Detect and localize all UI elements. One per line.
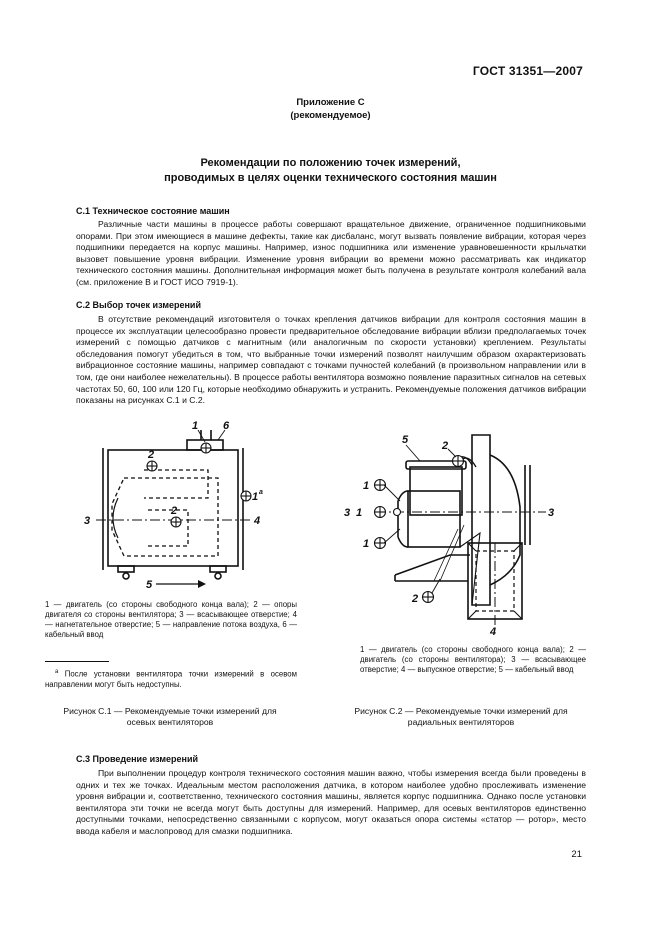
figure-c1-footnote xyxy=(45,667,297,690)
figure-c2-legend: 1 — двигатель (со стороны свободного конца вала); 2 — двигатель (со стороны вентилятора); 3 — всасывающее отверстие; 4 — выпускное отверстие; 5 — кабельный ввод xyxy=(360,645,586,674)
fig1-label-3: 3 xyxy=(84,515,91,527)
section-c3-heading: С.3 Проведение измерений xyxy=(76,754,199,764)
footnote-text: После установки вентилятора точки измерений в осевом направлении могут быть недоступны. xyxy=(45,669,297,689)
figure-c2-caption xyxy=(326,706,596,728)
footnote-mark: а xyxy=(55,669,59,675)
document-title xyxy=(0,156,661,186)
figure-c2-caption-line2: радиальных вентиляторов xyxy=(407,717,515,727)
fig2-label-3-right: 3 xyxy=(548,507,555,519)
fig2-label-1-top: 1 xyxy=(363,480,370,492)
figure-c2-caption-line1: Рисунок С.2 — Рекомендуемые точки измерений для xyxy=(354,706,568,716)
fig2-label-5: 5 xyxy=(402,434,409,446)
section-c2-body: В отсутствие рекомендаций изготовителя о точках крепления датчиков вибрации для контроля состояния машин в процессе их эксплуатации целесообразно провести предварительное обследование вибрации вблизи предполагаемых точек измерений с помощью датчиков с магнитным (или аналогичным по скорости установки) креплением. Результаты обследования помогут убедиться в том, что выбранные точки измерений позволят наилучшим образом охарактеризовать вибрационное состояние машины, например совпадают с точками пучностей колебаний (в произвольном направлении или в том, где они наиболее нежелательны). В процессе работы вентилятора возможно появление паразитных сигналов на сетевых частотах 50, 60, 100 или 120 Гц, которые необходимо обнаружить и устранить. Рекомендуемые положения датчиков вибрации показаны на рисунках С.1 и С.2. xyxy=(76,314,586,406)
fig2-label-4: 4 xyxy=(490,626,497,638)
document-title-line2: проводимых в целях оценки технического состояния машин xyxy=(164,172,497,184)
figure-c2-drawing xyxy=(340,425,570,640)
fig1-label-superscript: a xyxy=(259,489,263,496)
figure-c1-drawing xyxy=(78,418,308,596)
annex-heading xyxy=(0,96,661,122)
fig2-label-2-top: 2 xyxy=(442,440,449,452)
fig1-label-4: 4 xyxy=(254,515,261,527)
fig1-label-5: 5 xyxy=(146,579,153,591)
document-title-line1: Рекомендации по положению точек измерений, xyxy=(200,157,461,169)
figure-c1-caption-line1: Рисунок С.1 — Рекомендуемые точки измерений для xyxy=(63,706,277,716)
section-c3-text xyxy=(76,768,586,838)
section-c3-body: При выполнении процедур контроля технического состояния машин важно, чтобы измерения всегда были проведены в одних и тех же точках. Идеальным местом расположения датчика, в котором наиболее удобно прослеживать изменение уровня вибрации и, соответственно, технического состояния машины, является корпус подшипника. Однако после установки вентилятора эти точки не всегда могут быть доступны для измерений. Например, для осевых вентиляторов единственно доступными точками, непосредственно связанными с корпусом, могут оказаться опора системы «статор — ротор», место ввода кабеля и маслопровод для смазки подшипника. xyxy=(76,768,586,836)
fig1-label-2-top: 2 xyxy=(148,449,155,461)
figure-c1-caption xyxy=(35,706,305,728)
footnote-divider xyxy=(45,661,109,662)
fig2-label-1-mid: 1 xyxy=(356,507,363,519)
fig2-label-3-left: 3 xyxy=(344,507,351,519)
standard-number: ГОСТ 31351—2007 xyxy=(472,64,583,78)
annex-subtitle: (рекомендуемое) xyxy=(290,110,371,121)
section-c1-body: Различные части машины в процессе работы совершают вращательное движение, ограниченное подшипниковыми опорами. При этом имеющиеся в машине дефекты, такие как дисбаланс, могут вызвать появление вибрации, которая через подшипники передается на корпус машины. Например, износ подшипника или изменение уравновешенности крыльчатки вызовет повышение уровня вибрации. Изменение уровня вибрации во времени можно рассматривать как индикатор технического состояния машины. Дополнительная информация может быть получена в результате контроля колебаний вала (см. приложение В и ГОСТ ИСО 7919-1). xyxy=(76,219,586,287)
fig1-label-2-center: 2 xyxy=(171,505,178,517)
section-c2-text xyxy=(76,314,586,407)
fig1-label-1a: 1 xyxy=(252,491,259,503)
fig2-label-2-bottom: 2 xyxy=(412,593,419,605)
figure-c1-caption-line2: осевых вентиляторов xyxy=(126,717,214,727)
section-c1-heading: С.1 Техническое состояние машин xyxy=(76,206,230,216)
section-c1-text xyxy=(76,219,586,289)
figure-c1-legend: 1 — двигатель (со стороны свободного конца вала); 2 — опоры двигателя со стороны вентилятора; 3 — всасывающее отверстие; 4 — нагнетательное отверстие; 5 — направление потока воздуха, 6 — кабельный ввод xyxy=(45,600,297,639)
fig1-label-1: 1 xyxy=(192,420,199,432)
section-c2-heading: С.2 Выбор точек измерений xyxy=(76,300,201,310)
fig2-label-1-bottom: 1 xyxy=(363,538,370,550)
fig1-label-6: 6 xyxy=(223,420,230,432)
page-number: 21 xyxy=(571,849,582,860)
annex-title: Приложение С xyxy=(296,97,365,108)
motor-outline xyxy=(112,478,218,556)
